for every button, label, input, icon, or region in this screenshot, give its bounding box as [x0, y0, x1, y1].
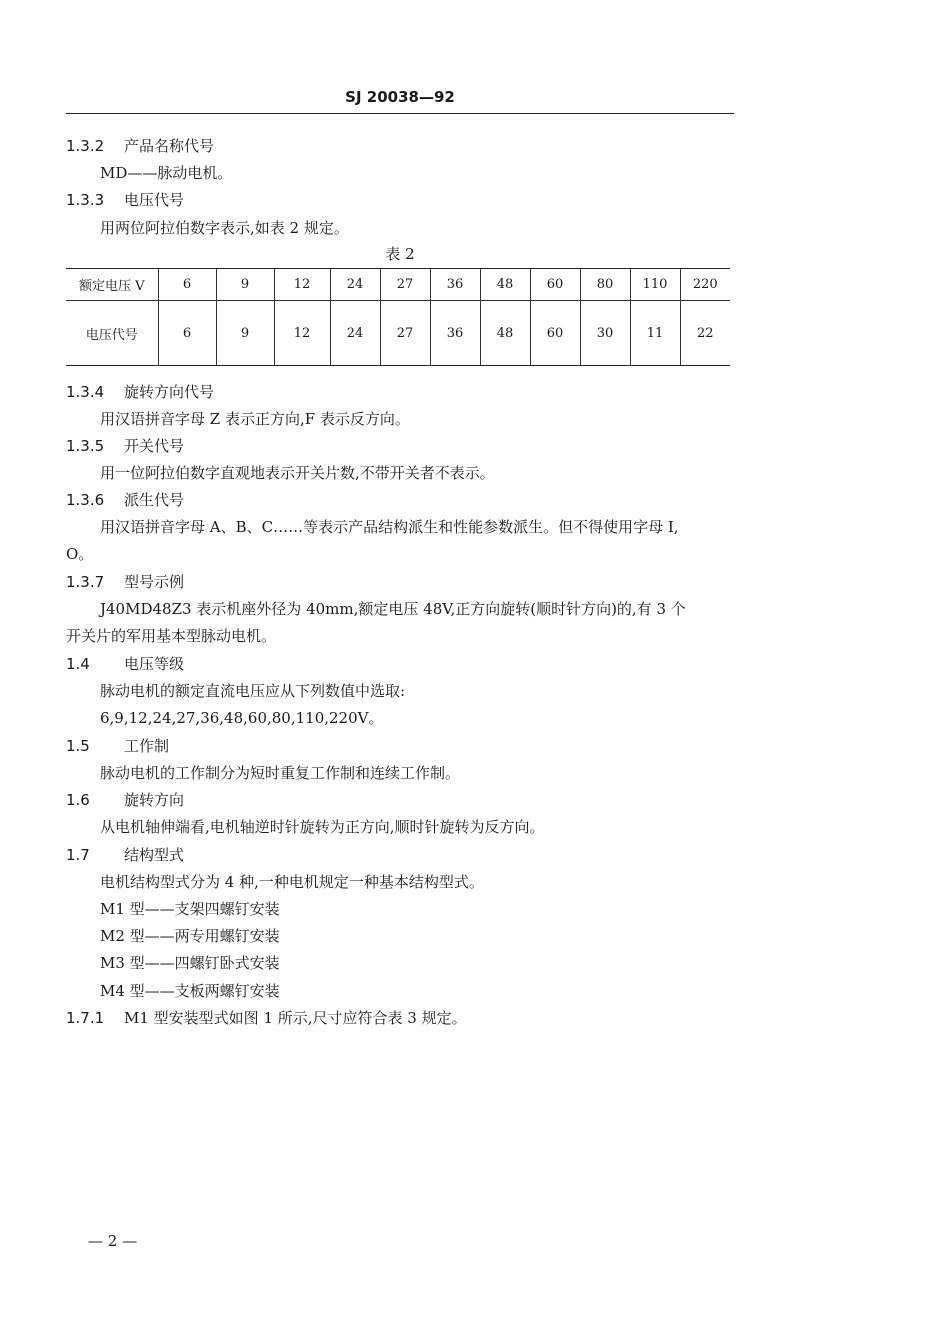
table-cell: 220 — [680, 269, 730, 301]
table-cell: 60 — [530, 269, 580, 301]
table-header-cell: 电压代号 — [66, 301, 158, 366]
paragraph: 6,9,12,24,27,36,48,60,80,110,220V。 — [100, 709, 384, 727]
section-number: 1.6 — [66, 791, 90, 809]
table-cell: 24 — [330, 269, 380, 301]
header-rule — [66, 113, 734, 114]
paragraph: MD——脉动电机。 — [100, 164, 233, 182]
paragraph: 从电机轴伸端看,电机轴逆时针旋转为正方向,顺时针旋转为反方向。 — [100, 818, 545, 836]
table-cell: 27 — [380, 269, 430, 301]
table-cell: 48 — [480, 301, 530, 366]
table-cell: 36 — [430, 301, 480, 366]
list-item: M1 型——支架四螺钉安装 — [100, 900, 280, 918]
table-cell: 12 — [274, 269, 330, 301]
table-cell: 6 — [158, 269, 216, 301]
table-cell: 6 — [158, 301, 216, 366]
section-heading — [66, 654, 184, 674]
table-cell: 36 — [430, 269, 480, 301]
list-item: M2 型——两专用螺钉安装 — [100, 927, 280, 945]
table-cell: 11 — [630, 301, 680, 366]
table-cell: 12 — [274, 301, 330, 366]
paragraph: 用两位阿拉伯数字表示,如表 2 规定。 — [100, 219, 349, 237]
table-cell: 80 — [580, 269, 630, 301]
section-title: M1 型安装型式如图 1 所示,尺寸应符合表 3 规定。 — [124, 1009, 467, 1027]
paragraph: 脉动电机的额定直流电压应从下列数值中选取: — [100, 682, 406, 700]
table-cell: 30 — [580, 301, 630, 366]
paragraph: 用一位阿拉伯数字直观地表示开关片数,不带开关者不表示。 — [100, 464, 495, 482]
section-title: 工作制 — [124, 737, 170, 755]
table-cell: 22 — [680, 301, 730, 366]
table-cell: 24 — [330, 301, 380, 366]
section-heading — [66, 190, 184, 210]
section-title: 开关代号 — [124, 437, 185, 455]
section-heading — [66, 382, 214, 402]
paragraph: 脉动电机的工作制分为短时重复工作制和连续工作制。 — [100, 764, 461, 782]
section-title: 电压代号 — [124, 191, 185, 209]
section-number: 1.3.3 — [66, 191, 105, 209]
table-cell: 48 — [480, 269, 530, 301]
section-heading — [66, 790, 184, 810]
section-heading — [66, 736, 169, 756]
section-number: 1.7 — [66, 846, 90, 864]
section-title: 电压等级 — [124, 655, 185, 673]
paragraph: 用汉语拼音字母 Z 表示正方向,F 表示反方向。 — [100, 410, 410, 428]
paragraph: O。 — [66, 545, 94, 563]
section-heading — [66, 572, 184, 592]
section-number: 1.3.5 — [66, 437, 105, 455]
paragraph: J40MD48Z3 表示机座外径为 40mm,额定电压 48V,正方向旋转(顺时针方向)的,有 3 个 — [100, 600, 686, 618]
section-heading — [66, 490, 184, 510]
paragraph: 用汉语拼音字母 A、B、C……等表示产品结构派生和性能参数派生。但不得使用字母 I, — [100, 518, 679, 536]
page-number: — 2 — — [88, 1232, 138, 1250]
list-item: M3 型——四螺钉卧式安装 — [100, 954, 280, 972]
section-heading — [66, 845, 184, 865]
section-title: 结构型式 — [124, 846, 185, 864]
table-row — [66, 269, 730, 301]
list-item: M4 型——支板两螺钉安装 — [100, 982, 280, 1000]
paragraph: 电机结构型式分为 4 种,一种电机规定一种基本结构型式。 — [100, 873, 484, 891]
table-cell: 9 — [216, 301, 274, 366]
section-number: 1.7.1 — [66, 1009, 105, 1027]
section-number: 1.3.2 — [66, 137, 105, 155]
section-title: 旋转方向代号 — [124, 383, 215, 401]
section-title: 型号示例 — [124, 573, 185, 591]
section-heading — [66, 136, 214, 156]
table-cell: 110 — [630, 269, 680, 301]
table-cell: 27 — [380, 301, 430, 366]
paragraph: 开关片的军用基本型脉动电机。 — [66, 627, 277, 645]
section-number: 1.3.6 — [66, 491, 105, 509]
table-row — [66, 301, 730, 366]
page-header-title: SJ 20038—92 — [345, 88, 455, 106]
table-cell: 9 — [216, 269, 274, 301]
section-title: 旋转方向 — [124, 791, 185, 809]
table-caption: 表 2 — [385, 245, 415, 263]
section-number: 1.4 — [66, 655, 90, 673]
section-title: 派生代号 — [124, 491, 185, 509]
section-title: 产品名称代号 — [124, 137, 215, 155]
section-number: 1.3.7 — [66, 573, 105, 591]
voltage-code-table — [66, 268, 730, 366]
table-cell: 60 — [530, 301, 580, 366]
section-heading — [66, 436, 184, 456]
table-header-cell: 额定电压 V — [66, 269, 158, 301]
section-number: 1.3.4 — [66, 383, 105, 401]
section-number: 1.5 — [66, 737, 90, 755]
section-heading — [66, 1008, 467, 1028]
